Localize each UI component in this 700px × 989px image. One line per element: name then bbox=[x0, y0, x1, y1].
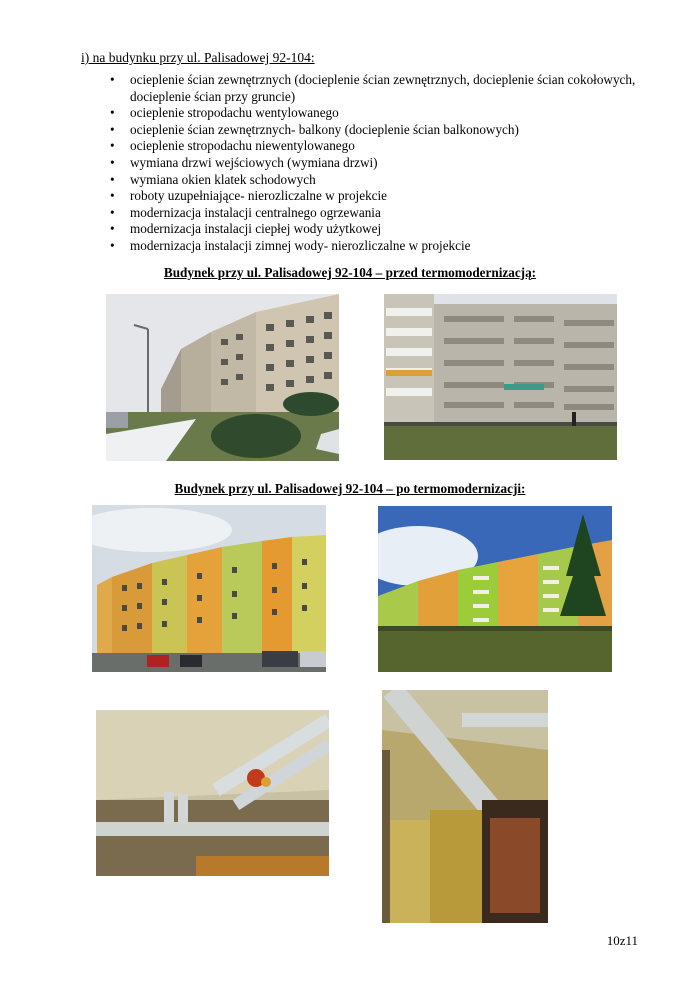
photo-basement-corridor bbox=[382, 690, 548, 923]
list-item-text: wymiana drzwi wejściowych (wymiana drzwi) bbox=[130, 154, 378, 170]
list-item bbox=[108, 72, 648, 105]
list-item bbox=[108, 205, 648, 222]
list-item-text: modernizacja instalacji zimnej wody- nierozliczalne w projekcie bbox=[130, 237, 471, 253]
bullet-icon: • bbox=[110, 204, 115, 220]
bullet-icon: • bbox=[110, 221, 115, 237]
list-item bbox=[108, 138, 648, 155]
works-list bbox=[108, 72, 648, 255]
list-item bbox=[108, 221, 648, 238]
bullet-icon: • bbox=[110, 171, 115, 187]
list-item bbox=[108, 155, 648, 172]
caption-before: Budynek przy ul. Palisadowej 92-104 – przed termomodernizacją: bbox=[163, 265, 537, 280]
list-item-text: ocieplenie ścian zewnętrznych (docieplenie ścian zewnętrznych, docieplenie ścian cokołowych, docieplenie ścian przy gruncie) bbox=[130, 72, 636, 104]
list-item-text: wymiana okien klatek schodowych bbox=[130, 171, 316, 187]
list-item-text: modernizacja instalacji centralnego ogrzewania bbox=[130, 204, 381, 220]
photo-before-balconies bbox=[384, 294, 617, 460]
bullet-icon: • bbox=[110, 138, 115, 154]
caption-after: Budynek przy ul. Palisadowej 92-104 – po termomodernizacji: bbox=[174, 481, 526, 496]
photo-after-street-view bbox=[92, 505, 326, 672]
section-heading: i) na budynku przy ul. Palisadowej 92-104: bbox=[81, 50, 315, 65]
list-item bbox=[108, 238, 648, 255]
bullet-icon: • bbox=[110, 154, 115, 170]
list-item-text: roboty uzupełniające- nierozliczalne w projekcie bbox=[130, 188, 388, 204]
list-item-text: ocieplenie ścian zewnętrznych- balkony (docieplenie ścian balkonowych) bbox=[130, 121, 519, 137]
photo-basement-pipes-valve bbox=[96, 710, 329, 876]
bullet-icon: • bbox=[110, 121, 115, 137]
bullet-icon: • bbox=[110, 188, 115, 204]
photo-after-sunny-view bbox=[378, 506, 612, 672]
list-item bbox=[108, 172, 648, 189]
list-item-text: ocieplenie stropodachu niewentylowanego bbox=[130, 138, 355, 154]
list-item bbox=[108, 188, 648, 205]
list-item bbox=[108, 105, 648, 122]
list-item bbox=[108, 122, 648, 139]
bullet-icon: • bbox=[110, 72, 115, 87]
page-number: 10z11 bbox=[606, 933, 638, 948]
bullet-icon: • bbox=[110, 237, 115, 253]
list-item-text: modernizacja instalacji ciepłej wody użytkowej bbox=[130, 221, 382, 237]
bullet-icon: • bbox=[110, 105, 115, 121]
photo-before-street-view bbox=[106, 294, 339, 461]
list-item-text: ocieplenie stropodachu wentylowanego bbox=[130, 105, 339, 121]
